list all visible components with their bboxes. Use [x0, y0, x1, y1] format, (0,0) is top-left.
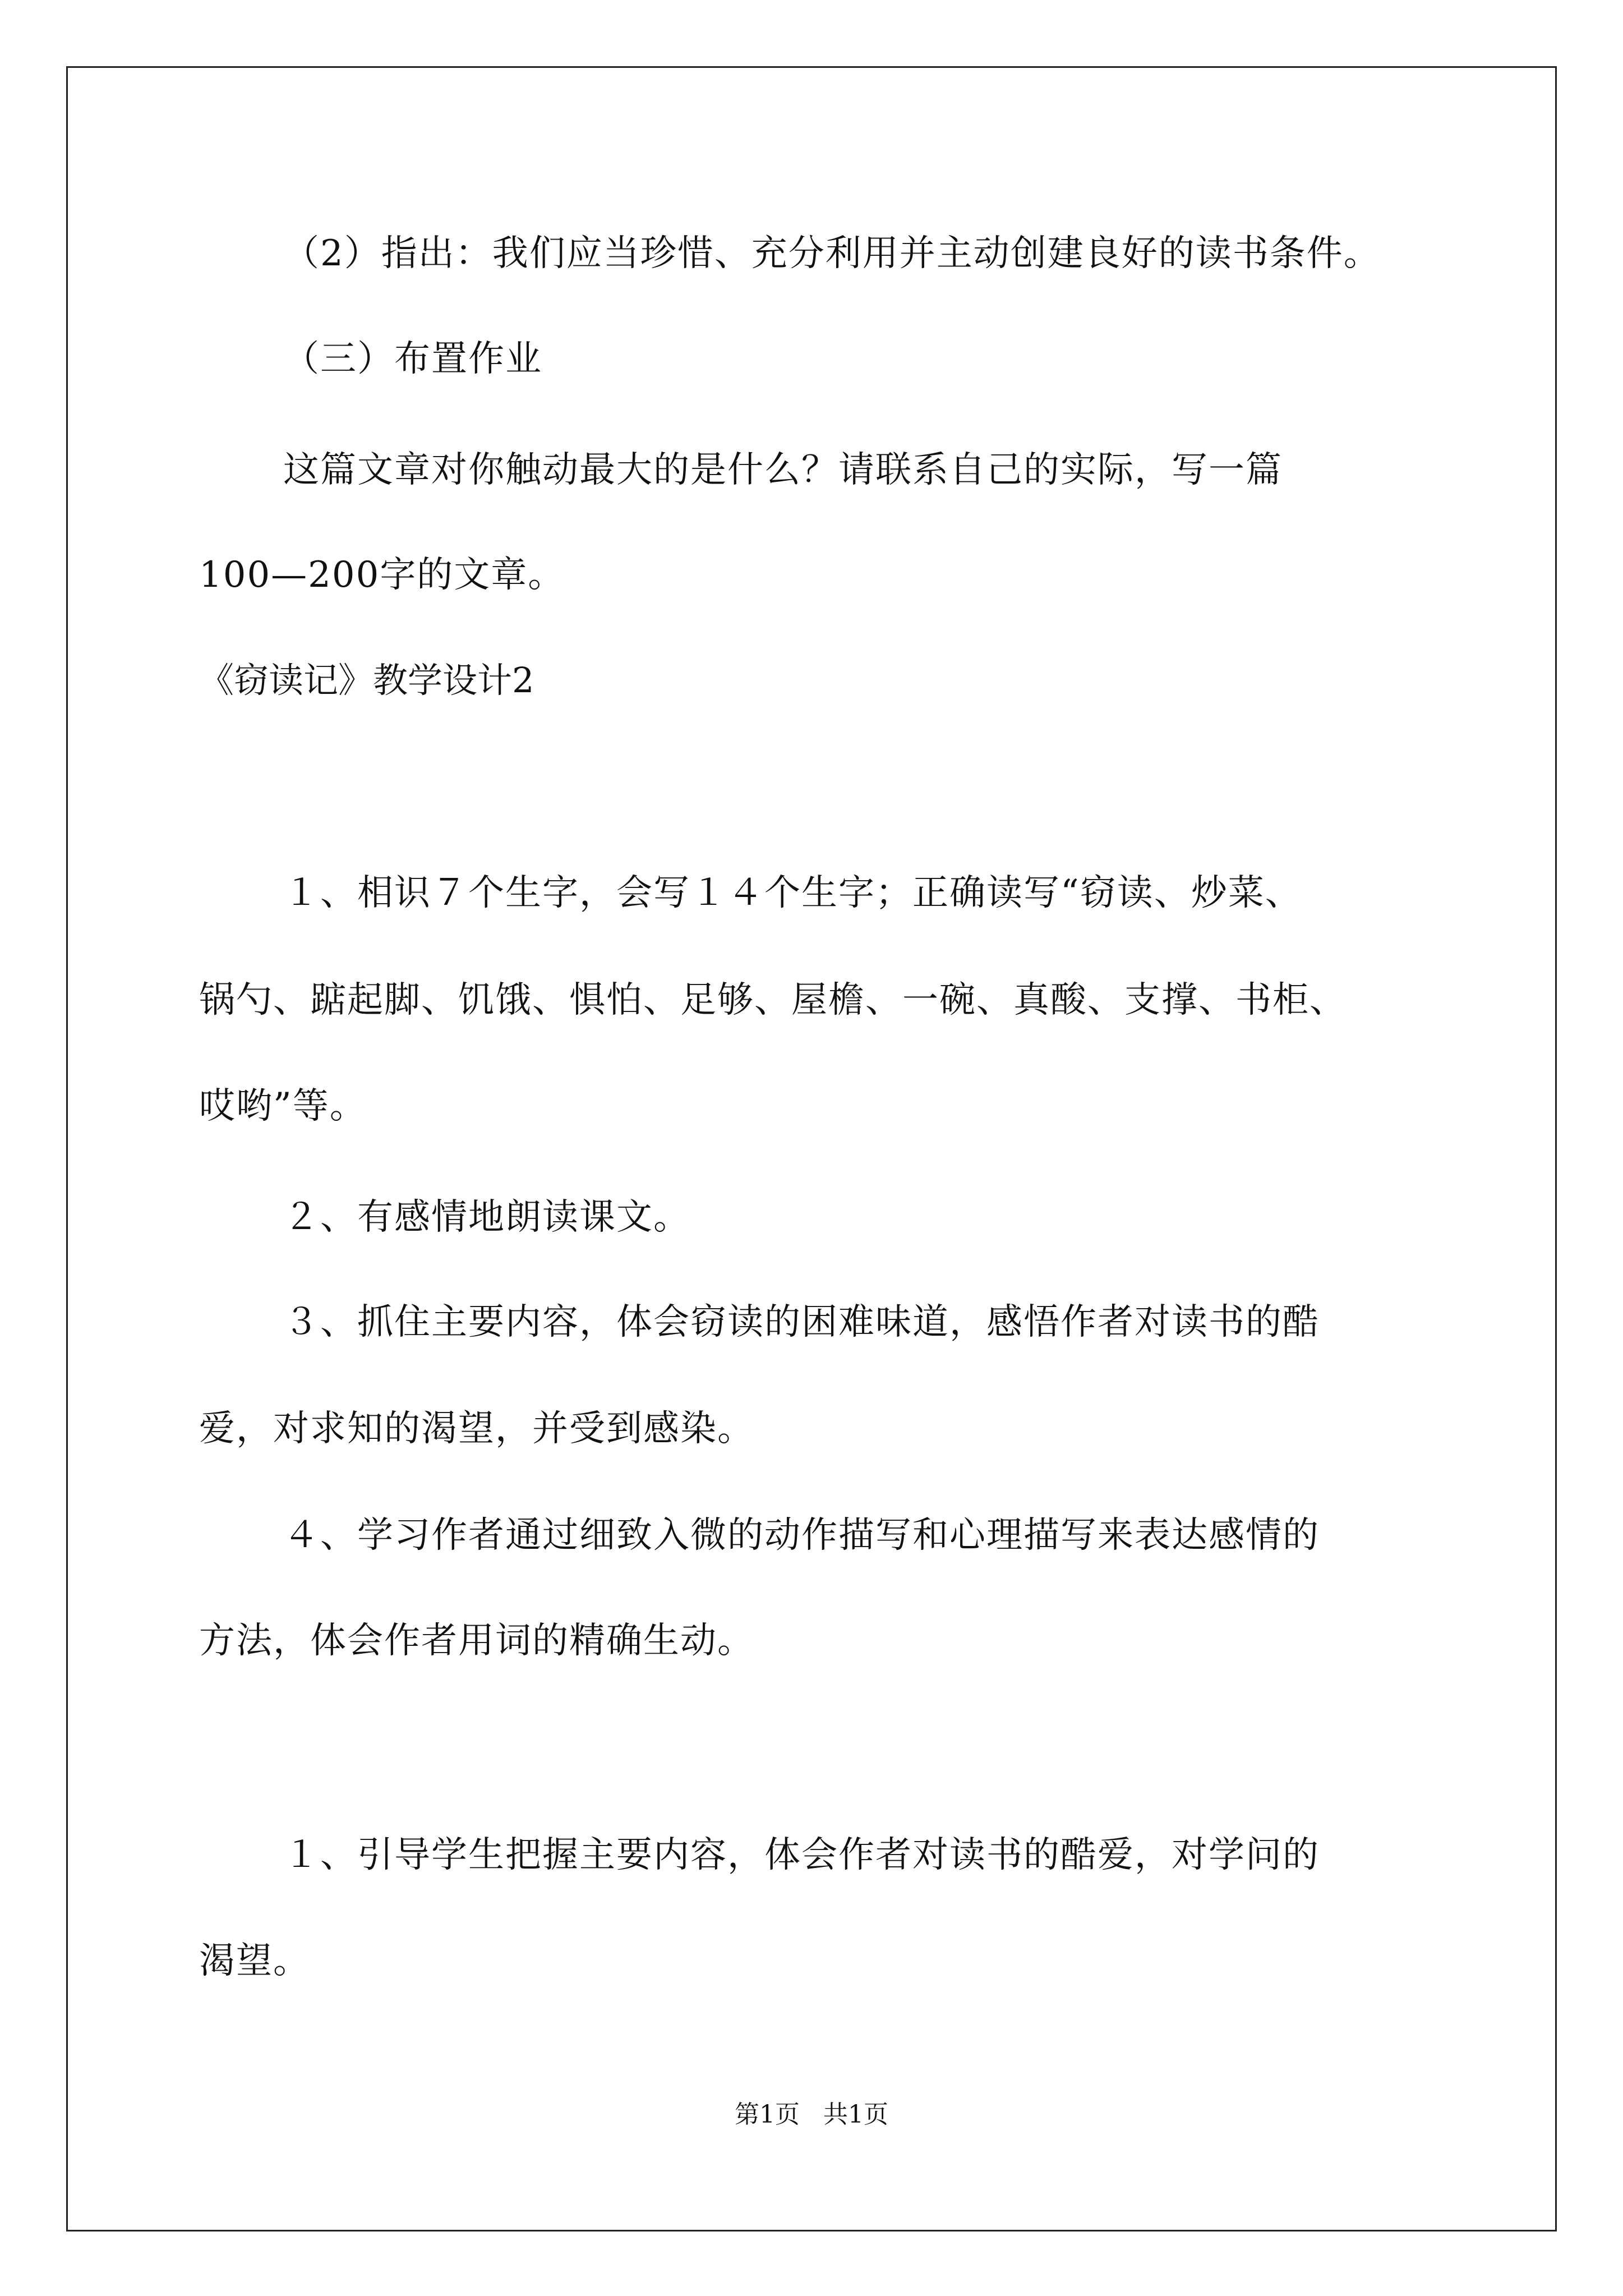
paragraph-line: ３、抓住主要内容，体会窃读的困难味道，感悟作者对读书的酷 [283, 1301, 1320, 1343]
document-heading: 《窃读记》教学设计2 [199, 660, 534, 701]
paragraph-line: ４、学习作者通过细致入微的动作描写和心理描写来表达感情的 [283, 1515, 1320, 1556]
paragraph-line: 渴望。 [199, 1940, 310, 1982]
paragraph-line: 锅勺、踮起脚、饥饿、惧怕、足够、屋檐、一碗、真酸、支撑、书柜、 [199, 979, 1347, 1021]
paragraph-line: （2）指出：我们应当珍惜、充分利用并主动创建良好的读书条件。 [283, 233, 1381, 274]
paragraph-line: １、引导学生把握主要内容，体会作者对读书的酷爱，对学问的 [283, 1834, 1320, 1876]
page-border [66, 66, 1557, 2231]
section-subheading: （三）布置作业 [283, 338, 542, 380]
paragraph-line: 爱，对求知的渴望，并受到感染。 [199, 1408, 754, 1450]
paragraph-line: 这篇文章对你触动最大的是什么？请联系自己的实际，写一篇 [283, 449, 1283, 491]
paragraph-line: １、相识７个生字，会写１４个生字；正确读写“窃读、炒菜、 [283, 872, 1302, 914]
paragraph-line: 方法，体会作者用词的精确生动。 [199, 1620, 754, 1662]
paragraph-line: 哎哟”等。 [199, 1085, 367, 1127]
page-footer: 第1页 共1页 [735, 2100, 888, 2129]
paragraph-line: ２、有感情地朗读课文。 [283, 1197, 690, 1238]
paragraph-line: 100—200字的文章。 [199, 554, 565, 596]
